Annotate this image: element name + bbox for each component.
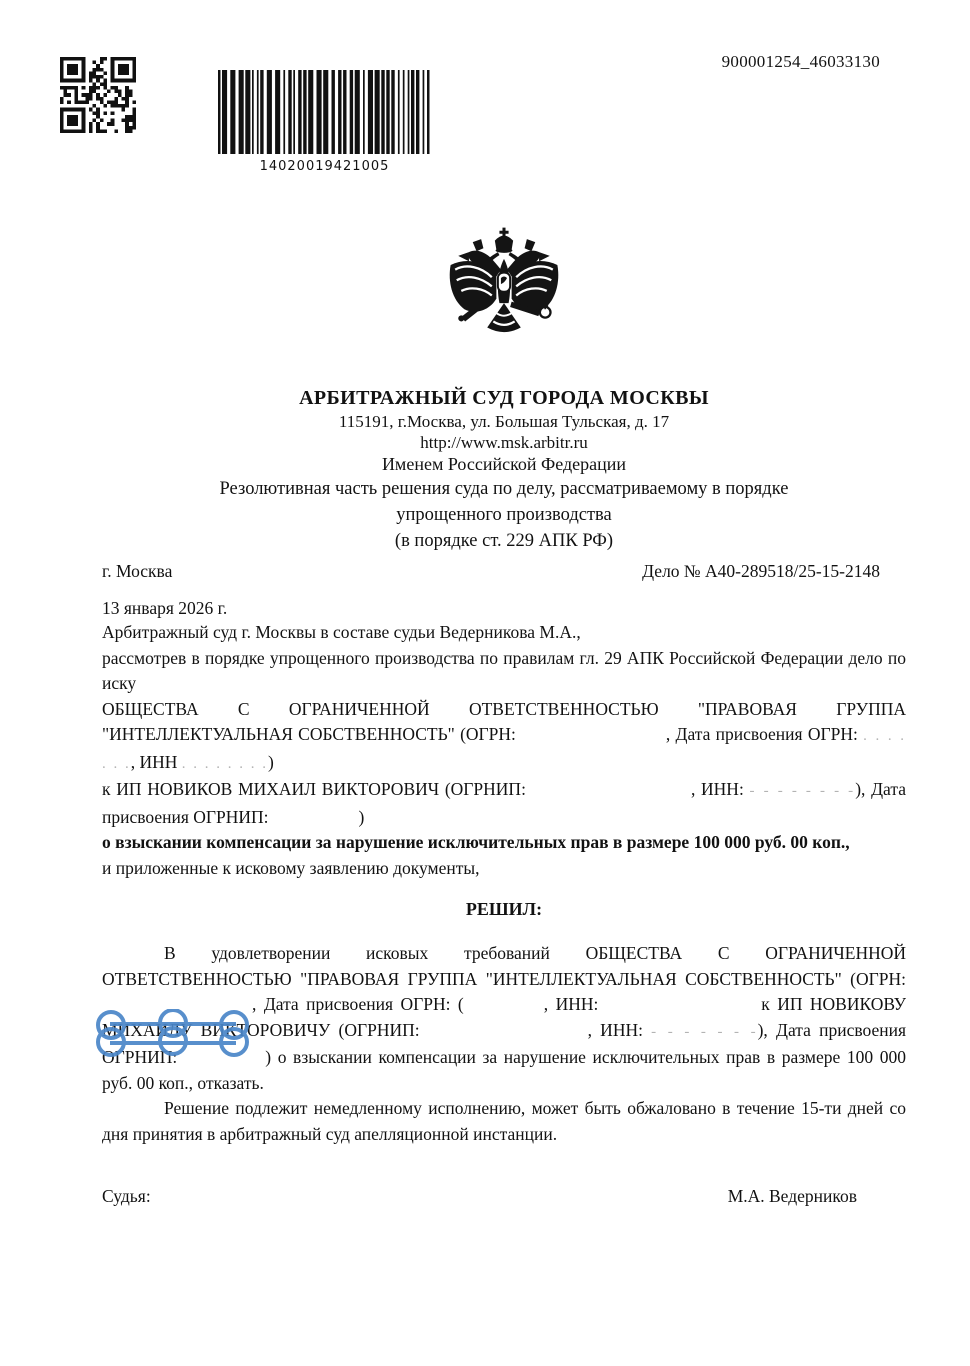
decision-date: 13 января 2026 г. <box>102 598 228 618</box>
redacted-date-blank <box>177 1062 265 1063</box>
resolved-heading: РЕШИЛ: <box>465 899 543 919</box>
plaintiff-text: , ИНН <box>130 751 178 772</box>
redacted-ogrnip-blank <box>420 1035 588 1036</box>
decision-text: ), Дата присвоения ОГРНИП: <box>102 1019 906 1067</box>
defendant-text: ), Дата присвоения ОГРНИП: <box>102 779 906 827</box>
barcode-icon <box>218 70 431 154</box>
appeal-paragraph: Решение подлежит немедленному исполнению, может быть обжаловано в течение 15-ти дней со дня принятия в арбитражный суд апелляционной инстанции. <box>102 1098 906 1144</box>
redacted-inn-trace: - - - - - - - - <box>749 783 856 799</box>
court-website: http://www.msk.arbitr.ru <box>420 433 588 452</box>
defendant-text: к ИП НОВИКОВ МИХАИЛ ВИКТОРОВИЧ (ОГРНИП: <box>102 779 526 799</box>
claim-statement: о взыскании компенсации за нарушение исключительных прав в размере 100 000 руб. 00 коп., <box>102 832 850 852</box>
redacted-date-blank <box>269 822 359 823</box>
decision-text: , Дата присвоения ОГРН: ( <box>252 994 464 1014</box>
redacted-ogrn-trace: . . . . . . . <box>102 728 907 772</box>
russia-coat-of-arms-icon <box>443 226 565 362</box>
resolution-subtitle-3: (в порядке ст. 229 АПК РФ) <box>394 531 614 551</box>
resolution-subtitle-2: упрощенного производства <box>396 505 612 525</box>
emblem-container <box>102 226 906 367</box>
plaintiff-text: ) <box>268 751 274 772</box>
blue-scribble-stamp-icon <box>94 1009 256 1061</box>
redacted-inn-under-scribble <box>606 1009 754 1010</box>
judge-name: М.А. Ведерников <box>727 1186 857 1206</box>
review-line: рассмотрев в порядке упрощенного производства по правилам гл. 29 АПК Российской Федерации дело по иску <box>102 647 906 693</box>
decision-text: , ИНН: <box>543 994 599 1014</box>
redacted-ogrn-blank <box>516 739 666 740</box>
decision-text: В удовлетворении исковых требований ОБЩЕСТВА С ОГРАНИЧЕННОЙ ОТВЕТСТВЕННОСТЬЮ "ПРАВОВАЯ ГРУППА "ИНТЕЛЛЕКТУАЛЬНАЯ СОБСТВЕННОСТЬ" (ОГРН: <box>102 943 906 989</box>
defendant-paragraph <box>102 777 906 830</box>
in-the-name-line: Именем Российской Федерации <box>381 454 627 474</box>
redacted-inn-trace: . . . . . . . . <box>181 755 269 772</box>
redacted-inn-trace: - - - - - - - <box>651 1023 758 1040</box>
document-id: 900001254_46033130 <box>721 52 880 71</box>
barcode <box>218 70 431 174</box>
decision-text: , ИНН: <box>587 1019 643 1040</box>
attached-documents-line: и приложенные к исковому заявлению документы, <box>102 857 480 878</box>
plaintiff-paragraph <box>102 697 906 778</box>
decision-text: к ИП НОВИКОВУ МИХАИЛУ ВИКТОРОВИЧУ (ОГРНИП: <box>102 994 907 1040</box>
barcode-number: 14020019421005 <box>259 159 390 174</box>
resolution-subtitle-1: Резолютивная часть решения суда по делу, рассматриваемому в порядке <box>219 479 789 499</box>
redacted-ogrnip-blank <box>526 794 691 795</box>
redacted-date-blank <box>464 1009 544 1010</box>
court-address: 115191, г.Москва, ул. Большая Тульская, д. 17 <box>338 412 670 431</box>
case-number: Дело № А40-289518/25-15-2148 <box>642 561 880 581</box>
defendant-text: ) <box>358 806 365 827</box>
defendant-text: , ИНН: <box>690 779 744 799</box>
judge-line: Арбитражный суд г. Москвы в составе судьи Ведерникова М.А., <box>102 622 581 642</box>
plaintiff-text: ОБЩЕСТВА С ОГРАНИЧЕННОЙ ОТВЕТСТВЕННОСТЬЮ "ПРАВОВАЯ ГРУППА "ИНТЕЛЛЕКТУАЛЬНАЯ СОБСТВЕННОСТЬ" (ОГРН: <box>102 698 906 744</box>
city-case-row <box>102 559 906 583</box>
decision-text: ) о взыскании компенсации за нарушение исключительных прав в размере 100 000 руб. 00 коп., отказать. <box>102 1047 906 1093</box>
court-name: АРБИТРАЖНЫЙ СУД ГОРОДА МОСКВЫ <box>299 387 709 409</box>
signature-row <box>102 1186 857 1207</box>
city-label: г. Москва <box>102 561 173 581</box>
qr-code-icon <box>60 55 136 135</box>
plaintiff-text: , Дата присвоения ОГРН: <box>665 724 858 744</box>
judge-label: Судья: <box>102 1186 151 1206</box>
